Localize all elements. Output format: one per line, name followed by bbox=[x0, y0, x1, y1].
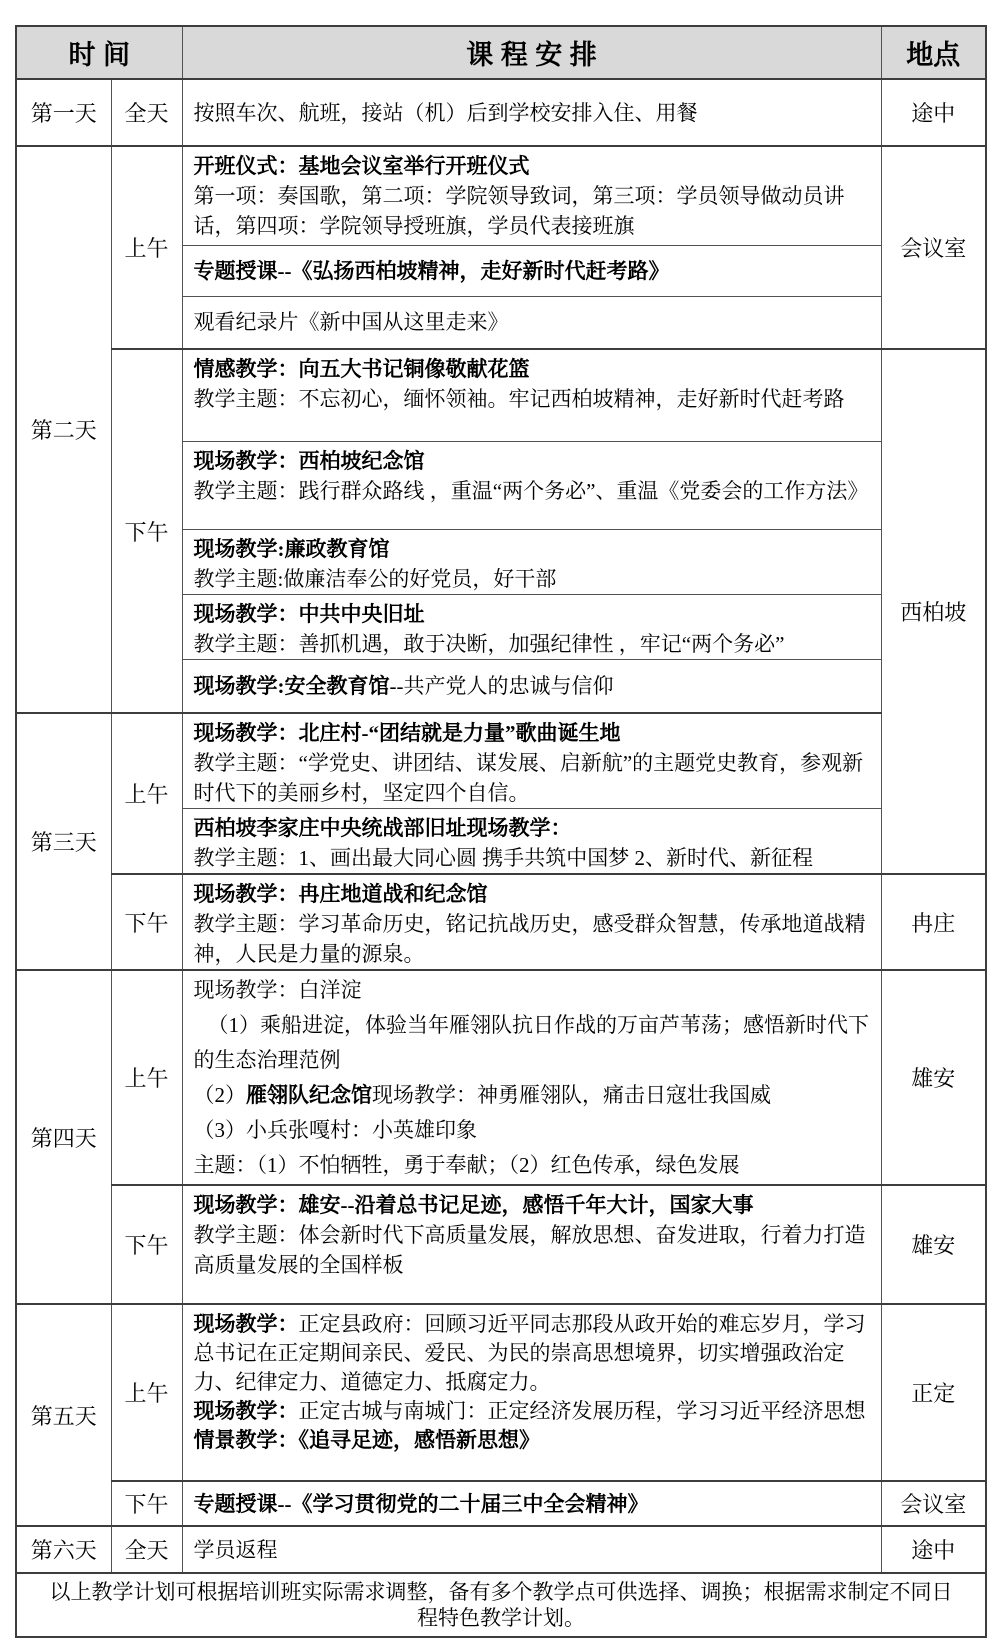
day4-xiongan-title: 现场教学：雄安--沿着总书记足迹，感悟千年大计，国家大事 bbox=[193, 1193, 754, 1217]
day5-pm-row bbox=[16, 1481, 986, 1526]
day2-anquan-rest: --共产党人的忠诚与信仰 bbox=[389, 673, 614, 698]
day5-pm-label: 下午 bbox=[111, 1481, 182, 1526]
day5-gucheng-label: 现场教学： bbox=[193, 1399, 299, 1423]
footer-note: 以上教学计划可根据培训班实际需求调整，备有多个教学点可供选择、调换；根据需求制定不同日程特色教学计划。 bbox=[16, 1573, 986, 1637]
day1-time-label: 全天 bbox=[111, 79, 182, 146]
day4-am-row bbox=[16, 970, 986, 1185]
day2-lianzheng-cell bbox=[182, 529, 881, 594]
course-schedule-table bbox=[15, 25, 987, 1638]
day6-label: 第六天 bbox=[16, 1526, 111, 1573]
day4-item3: （3）小兵张嘎村：小英雄印象 bbox=[193, 1118, 478, 1142]
day2-memorial-cell bbox=[182, 441, 881, 529]
day3-ranzhuang-theme: 教学主题：学习革命历史，铭记抗战历史，感受群众智慧，传承地道战精神，人民是力量的源泉。 bbox=[193, 912, 866, 966]
day3-am-row-1 bbox=[16, 713, 986, 809]
day2-lecture: 专题授课--《弘扬西柏坡精神，走好新时代赶考路》 bbox=[182, 245, 881, 296]
day3-beizhuang-title: 现场教学：北庄村-“团结就是力量”歌曲诞生地 bbox=[193, 721, 621, 745]
day6-time-label: 全天 bbox=[111, 1526, 182, 1573]
day2-film: 观看纪录片《新中国从这里走来》 bbox=[182, 296, 881, 349]
day4-pm-row bbox=[16, 1185, 986, 1304]
day4-item2-pre: （2） bbox=[193, 1083, 247, 1107]
day2-emotion-theme: 教学主题：不忘初心，缅怀领袖。牢记西柏坡精神，走好新时代赶考路 bbox=[193, 387, 845, 411]
day3-pm-row bbox=[16, 874, 986, 970]
day1-location: 途中 bbox=[881, 79, 986, 146]
day6-location: 途中 bbox=[881, 1526, 986, 1573]
day1-label: 第一天 bbox=[16, 79, 111, 146]
day4-item2-rest: 现场教学：神勇雁翎队，痛击日寇壮我国威 bbox=[372, 1083, 772, 1107]
header-location: 地点 bbox=[881, 26, 986, 79]
day3-pm-location: 冉庄 bbox=[881, 874, 986, 970]
day4-item1: （1）乘船进淀，体验当年雁翎队抗日作战的万亩芦苇荡；感悟新时代下的生态治理范例 bbox=[193, 1013, 870, 1072]
day2-emotion-cell bbox=[182, 349, 881, 441]
day2-am-row-1 bbox=[16, 146, 986, 245]
day2-anquan-cell bbox=[182, 659, 881, 713]
day5-qingjing: 情景教学：《追寻足迹，感悟新思想》 bbox=[193, 1428, 541, 1452]
day4-pm-label: 下午 bbox=[111, 1185, 182, 1304]
day4-xiongan-theme: 教学主题：体会新时代下高质量发展，解放思想、奋发进取，行着力打造高质量发展的全国样板 bbox=[193, 1223, 866, 1277]
day2-pm-location: 西柏坡 bbox=[881, 349, 986, 874]
day5-gucheng bbox=[194, 1397, 871, 1426]
day2-anquan-title: 现场教学:安全教育馆 bbox=[193, 673, 390, 698]
day3-beizhuang-theme: 教学主题：“学党史、讲团结、谋发展、启新航”的主题党史教育，参观新时代下的美丽乡村，坚定四个自信。 bbox=[193, 751, 864, 805]
day5-xianzhengfu-text: 正定县政府：回顾习近平同志那段从政开始的难忘岁月，学习总书记在正定期间亲民、爱民、为民的崇高思想境界，切实增强政治定力、纪律定力、道德定力、抵腐定力。 bbox=[193, 1312, 866, 1394]
day2-pm-row-1 bbox=[16, 349, 986, 441]
day4-baiyangdian-cell bbox=[182, 970, 881, 1185]
day2-zhongyang-title: 现场教学：中共中央旧址 bbox=[193, 601, 425, 626]
day2-opening-cell bbox=[182, 146, 881, 245]
day4-am-location: 雄安 bbox=[881, 970, 986, 1185]
day5-lecture: 专题授课--《学习贯彻党的二十届三中全会精神》 bbox=[182, 1481, 881, 1526]
day3-lijiazhuang-cell bbox=[182, 809, 881, 875]
day2-am-location: 会议室 bbox=[881, 146, 986, 349]
day5-am-location: 正定 bbox=[881, 1304, 986, 1481]
day4-baiyangdian-title: 现场教学：白洋淀 bbox=[193, 978, 362, 1002]
day5-zhengding-cell bbox=[182, 1304, 881, 1481]
day2-label: 第二天 bbox=[16, 146, 111, 713]
day3-pm-label: 下午 bbox=[111, 874, 182, 970]
day2-lianzheng-title: 现场教学:廉政教育馆 bbox=[193, 536, 390, 561]
day6-row bbox=[16, 1526, 986, 1573]
day2-zhongyang-cell bbox=[182, 594, 881, 659]
day4-pm-location: 雄安 bbox=[881, 1185, 986, 1304]
header-time: 时 间 bbox=[16, 26, 182, 79]
day3-ranzhuang-title: 现场教学：冉庄地道战和纪念馆 bbox=[193, 882, 488, 906]
day4-xiongan-cell bbox=[182, 1185, 881, 1304]
day4-am-label: 上午 bbox=[111, 970, 182, 1185]
day4-item2 bbox=[194, 1078, 871, 1113]
day4-theme: 主题：（1）不怕牺牲，勇于奉献；（2）红色传承，绿色发展 bbox=[193, 1153, 740, 1177]
day2-pm-label: 下午 bbox=[111, 349, 182, 713]
day2-zhongyang-theme: 教学主题：善抓机遇，敢于决断，加强纪律性 ，牢记“两个务必” bbox=[193, 631, 785, 656]
day5-label: 第五天 bbox=[16, 1304, 111, 1526]
day2-emotion-title: 情感教学：向五大书记铜像敬献花篮 bbox=[193, 357, 530, 381]
footer-row bbox=[16, 1573, 986, 1637]
header-course: 课 程 安 排 bbox=[182, 26, 881, 79]
day5-xianzhengfu bbox=[194, 1310, 871, 1397]
day5-pm-location: 会议室 bbox=[881, 1481, 986, 1526]
day2-opening-detail: 第一项：奏国歌，第二项：学院领导致词，第三项：学员领导做动员讲话，第四项：学院领导授班旗，学员代表接班旗 bbox=[193, 184, 845, 238]
header-row bbox=[16, 26, 986, 79]
day3-beizhuang-cell bbox=[182, 713, 881, 809]
day5-xianzhengfu-label: 现场教学： bbox=[193, 1312, 299, 1336]
day5-am-row bbox=[16, 1304, 986, 1481]
day2-am-label: 上午 bbox=[111, 146, 182, 349]
day3-lijiazhuang-title: 西柏坡李家庄中央统战部旧址现场教学： bbox=[193, 816, 572, 840]
day3-am-label: 上午 bbox=[111, 713, 182, 874]
day6-activity: 学员返程 bbox=[182, 1526, 881, 1573]
day4-label: 第四天 bbox=[16, 970, 111, 1304]
day3-lijiazhuang-theme: 教学主题：1、画出最大同心圆 携手共筑中国梦 2、新时代、新征程 bbox=[193, 846, 814, 870]
day5-am-label: 上午 bbox=[111, 1304, 182, 1481]
day2-lianzheng-theme: 教学主题:做廉洁奉公的好党员，好干部 bbox=[193, 566, 557, 591]
day4-item2-bold: 雁翎队纪念馆 bbox=[246, 1083, 373, 1107]
day3-label: 第三天 bbox=[16, 713, 111, 970]
day2-memorial-theme: 教学主题：践行群众路线 ，重温“两个务必”、重温《党委会的工作方法》 bbox=[193, 478, 869, 503]
day2-memorial-title: 现场教学：西柏坡纪念馆 bbox=[193, 448, 425, 473]
day5-gucheng-text: 正定古城与南城门：正定经济发展历程，学习习近平经济思想 bbox=[298, 1399, 866, 1423]
day1-row bbox=[16, 79, 986, 146]
day2-opening-title: 开班仪式：基地会议室举行开班仪式 bbox=[193, 154, 530, 178]
day3-ranzhuang-cell bbox=[182, 874, 881, 970]
day1-activity: 按照车次、航班，接站（机）后到学校安排入住、用餐 bbox=[182, 79, 881, 146]
